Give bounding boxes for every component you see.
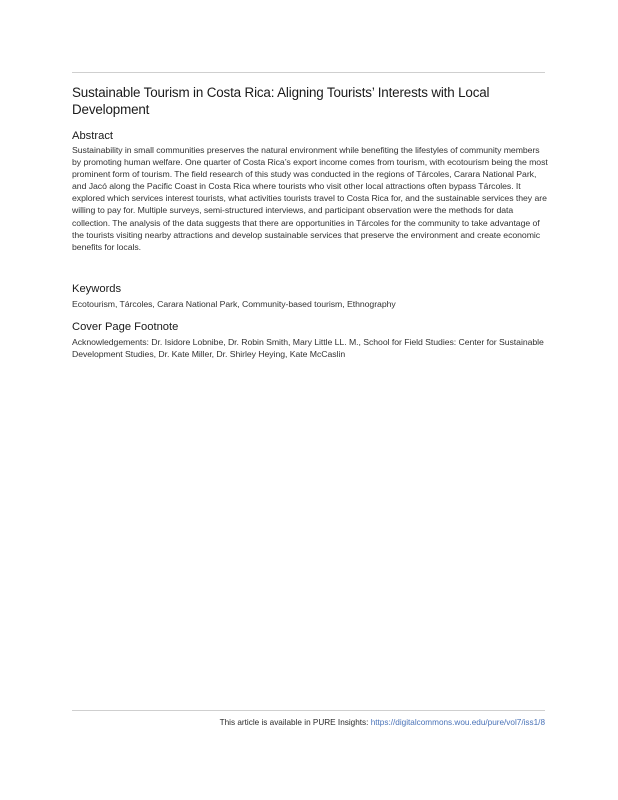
document-title: Sustainable Tourism in Costa Rica: Aligning Tourists’ Interests with Local Development: [72, 85, 490, 117]
article-link[interactable]: https://digitalcommons.wou.edu/pure/vol7/iss1/8: [370, 718, 545, 727]
footnote-body: Acknowledgements: Dr. Isidore Lobnibe, Dr. Robin Smith, Mary Little LL. M., School for Field Studies: Center for Sustainable Development Studies, Dr. Kate Miller, Dr. Shirley Heying, Kate McCaslin: [72, 337, 544, 360]
abstract-heading: Abstract: [72, 130, 114, 142]
top-divider: [72, 72, 545, 73]
availability-text: This article is available in PURE Insights:: [219, 718, 371, 727]
bottom-divider: [72, 710, 545, 711]
abstract-body: Sustainability in small communities preserves the natural environment while benefiting the lifestyles of community members by promoting human welfare. One quarter of Costa Rica’s export income comes from tourism, with ecotourism being the most prominent form of tourism. The field research of this study was conducted in the regions of Tárcoles, Carara National Park, and Jacó along the Pacific Coast in Costa Rica where tourists who visit other local attractions often bypass Tárcoles. It explored which services interest tourists, what activities tourists travel to Costa Rica for, and the sustainable services they are willing to pay for. Multiple surveys, semi-structured interviews, and participant observation were the methods for data collection. The analysis of the data suggests that there are opportunities in Tárcoles for the community to take advantage of the tourists visiting nearby attractions and develop sustainable services that preserve the environment and create economic benefits for locals.: [72, 145, 548, 252]
keywords-heading: Keywords: [72, 283, 122, 295]
footnote-heading: Cover Page Footnote: [72, 321, 179, 333]
keywords-body: Ecotourism, Tárcoles, Carara National Park, Community-based tourism, Ethnography: [72, 299, 396, 309]
availability-footer: [220, 717, 545, 728]
